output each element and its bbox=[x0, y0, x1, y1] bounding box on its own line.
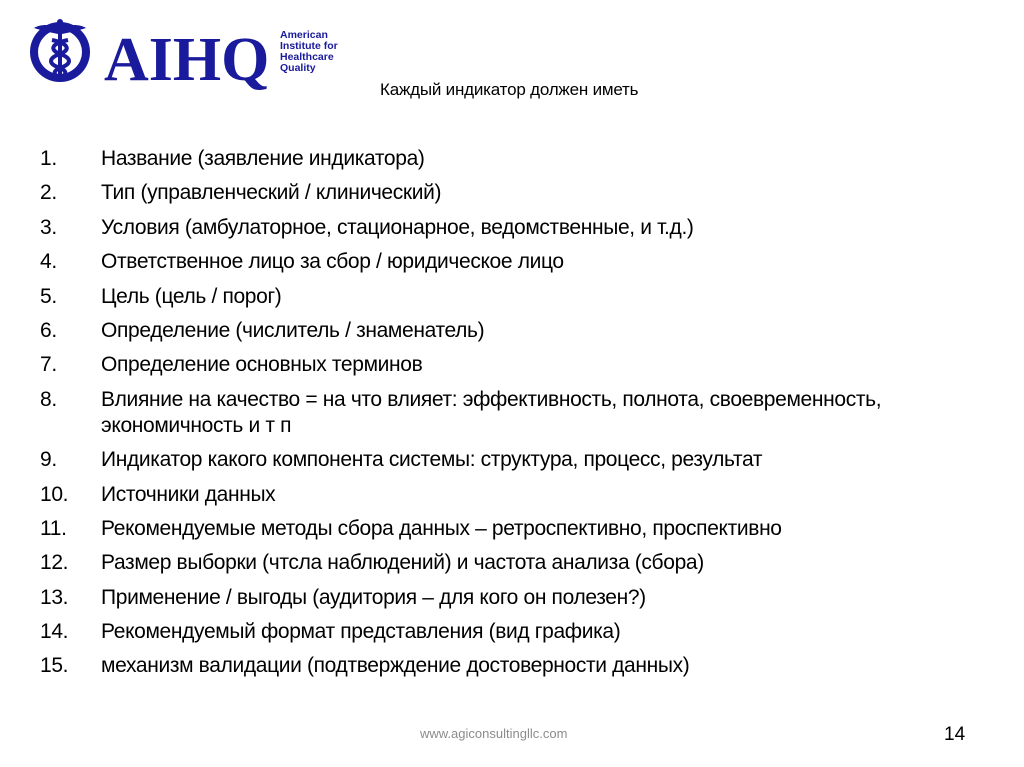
list-item-number: 11. bbox=[40, 516, 67, 540]
list-item bbox=[40, 447, 1010, 473]
list-item bbox=[40, 516, 1010, 542]
list-item bbox=[40, 318, 1010, 344]
list-item bbox=[40, 249, 1010, 275]
list-item-number: 7. bbox=[40, 353, 57, 377]
list-item-text: механизм валидации (подтверждение достоверности данных) bbox=[101, 654, 690, 678]
list-item bbox=[40, 387, 1010, 439]
list-item-number: 12. bbox=[40, 551, 69, 575]
list-item-text: Условия (амбулаторное, стационарное, ведомственные, и т.д.) bbox=[101, 215, 694, 239]
svg-text:Quality: Quality bbox=[280, 62, 316, 74]
list-item-number: 8. bbox=[40, 387, 57, 411]
list-item bbox=[40, 482, 1010, 508]
list-item-number: 13. bbox=[40, 585, 69, 609]
list-item bbox=[40, 653, 1010, 679]
list-item-text: Цель (цель / порог) bbox=[101, 284, 282, 308]
list-item bbox=[40, 550, 1010, 576]
list-item-number: 6. bbox=[40, 318, 57, 342]
list-item-text: Влияние на качество = на что влияет: эффективность, полнота, своевременность, экономичность и т п bbox=[101, 387, 882, 437]
list-item-text: Рекомендуемый формат представления (вид графика) bbox=[101, 620, 621, 644]
svg-text:AIHQ: AIHQ bbox=[104, 26, 270, 90]
list-item-text: Тип (управленческий / клинический) bbox=[101, 181, 442, 205]
slide-title: Каждый индикатор должен иметь bbox=[380, 80, 639, 99]
list-item-number: 10. bbox=[40, 482, 69, 506]
list-item-text: Применение / выгоды (аудитория – для кого он полезен?) bbox=[101, 585, 646, 609]
page-number: 14 bbox=[944, 724, 966, 745]
svg-text:Healthcare: Healthcare bbox=[280, 51, 334, 63]
list-item bbox=[40, 284, 1010, 310]
list-item-text: Размер выборки (чтсла наблюдений) и частота анализа (сбора) bbox=[101, 551, 704, 575]
list-item-number: 5. bbox=[40, 284, 57, 308]
list-item-number: 3. bbox=[40, 215, 57, 239]
list-item bbox=[40, 180, 1010, 206]
list-item bbox=[40, 215, 1010, 241]
footer-url: www.agiconsultingllc.com bbox=[420, 726, 568, 741]
list-item-number: 4. bbox=[40, 250, 57, 274]
svg-text:Institute for: Institute for bbox=[280, 40, 338, 52]
list-item-text: Определение (числитель / знаменатель) bbox=[101, 318, 485, 342]
list-item bbox=[40, 146, 1010, 172]
svg-text:American: American bbox=[280, 29, 328, 41]
list-item-text: Рекомендуемые методы сбора данных – ретроспективно, проспективно bbox=[101, 516, 782, 540]
indicator-requirements-list bbox=[40, 146, 1010, 688]
list-item-text: Название (заявление индикатора) bbox=[101, 147, 425, 170]
list-item bbox=[40, 585, 1010, 611]
list-item-text: Источники данных bbox=[101, 482, 276, 506]
list-item-number: 1. bbox=[40, 147, 57, 170]
list-item-number: 14. bbox=[40, 620, 69, 644]
list-item-text: Индикатор какого компонента системы: структура, процесс, результат bbox=[101, 448, 763, 472]
list-item-number: 2. bbox=[40, 181, 57, 205]
list-item-text: Определение основных терминов bbox=[101, 353, 423, 377]
aihq-logo bbox=[26, 18, 366, 90]
list-item bbox=[40, 352, 1010, 378]
list-item-number: 15. bbox=[40, 654, 69, 678]
list-item-number: 9. bbox=[40, 448, 57, 472]
list-item-text: Ответственное лицо за сбор / юридическое лицо bbox=[101, 250, 564, 274]
list-item bbox=[40, 619, 1010, 645]
